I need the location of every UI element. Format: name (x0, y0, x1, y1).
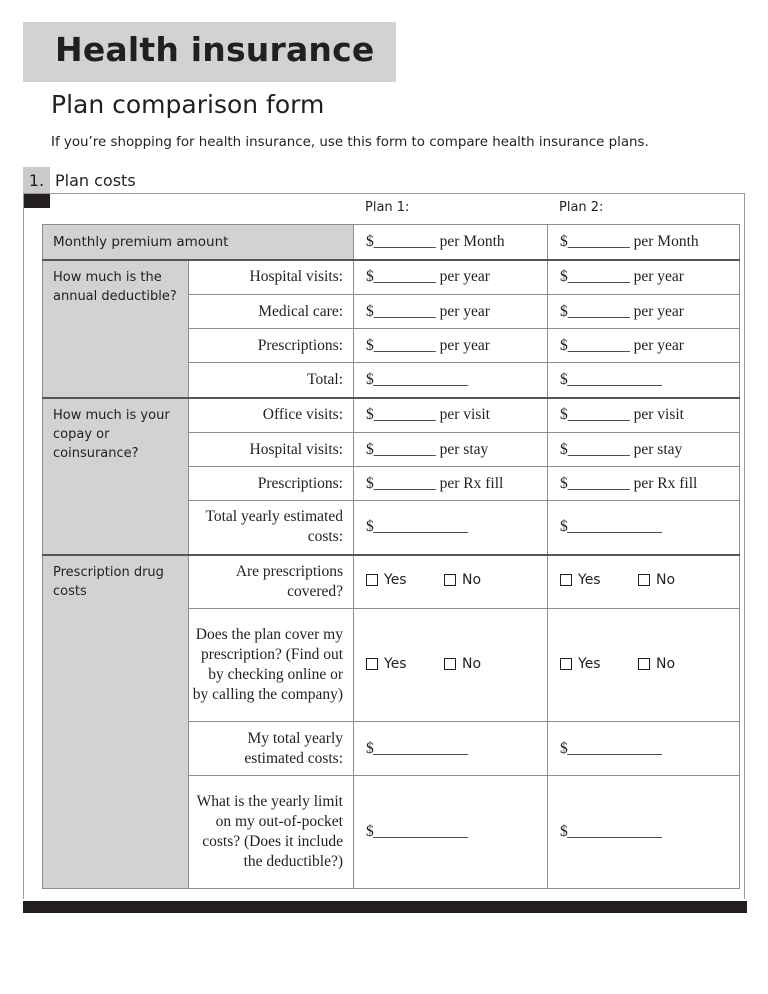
row-label: Total: (189, 363, 354, 398)
section-number: 1. (23, 167, 50, 193)
rx-group-label: Prescription drug costs (43, 555, 189, 889)
checkbox-label: No (462, 655, 482, 672)
row-label: Are prescriptions covered? (189, 555, 354, 609)
plan1-header: Plan 1: (365, 200, 410, 215)
plan-costs-table (42, 224, 740, 889)
intro-text: If you’re shopping for health insurance, use this form to compare health insurance plans. (51, 135, 649, 150)
page-title: Health insurance (55, 30, 375, 69)
row-label: Hospital visits: (189, 433, 354, 467)
deductible-hospital-plan2-field[interactable]: $________ per year (548, 260, 740, 295)
deductible-total-plan1-field[interactable]: $_____________ (354, 363, 548, 398)
row-label: Total yearly estimated costs: (189, 501, 354, 555)
rx-covered-plan1-yes-checkbox[interactable] (366, 572, 444, 588)
copay-total-plan1-field[interactable]: $_____________ (354, 501, 548, 555)
checkbox-label: No (656, 572, 676, 589)
row-label: What is the yearly limit on my out-of-pocket costs? (Does it include the deductible?) (189, 776, 354, 889)
row-label: My total yearly estimated costs: (189, 722, 354, 776)
deductible-rx-plan1-field[interactable]: $________ per year (354, 329, 548, 363)
premium-plan2-field[interactable]: $________ per Month (548, 225, 740, 260)
checkbox-label: No (462, 572, 482, 589)
rx-plan-cover-plan1-no-checkbox[interactable] (444, 656, 481, 672)
deductible-medical-plan2-field[interactable]: $________ per year (548, 295, 740, 329)
checkbox-label: Yes (578, 655, 601, 672)
section-title: Plan costs (55, 171, 136, 190)
rx-covered-plan1-no-checkbox[interactable] (444, 572, 481, 588)
table-row (43, 555, 740, 609)
deductible-group-label: How much is the annual deductible? (43, 260, 189, 398)
copay-office-plan1-field[interactable]: $________ per visit (354, 398, 548, 433)
footer-bar (23, 901, 747, 913)
copay-group-label: How much is your copay or coinsurance? (43, 398, 189, 555)
checkbox-icon (638, 574, 650, 586)
row-label: Does the plan cover my prescription? (Find out by checking online or by calling the company) (189, 609, 354, 722)
rx-covered-plan2-yes-checkbox[interactable] (560, 572, 638, 588)
copay-office-plan2-field[interactable]: $________ per visit (548, 398, 740, 433)
checkbox-icon (638, 658, 650, 670)
table-row (43, 398, 740, 433)
plan2-header: Plan 2: (559, 200, 604, 215)
table-row (43, 260, 740, 295)
copay-rx-plan1-field[interactable]: $________ per Rx fill (354, 467, 548, 501)
deductible-hospital-plan1-field[interactable]: $________ per year (354, 260, 548, 295)
rx-covered-plan2-no-checkbox[interactable] (638, 572, 675, 588)
row-label: Hospital visits: (189, 260, 354, 295)
oop-limit-plan2-field[interactable]: $_____________ (548, 776, 740, 889)
copay-hospital-plan2-field[interactable]: $________ per stay (548, 433, 740, 467)
copay-hospital-plan1-field[interactable]: $________ per stay (354, 433, 548, 467)
premium-row (43, 225, 740, 260)
row-label: Medical care: (189, 295, 354, 329)
rx-total-plan1-field[interactable]: $_____________ (354, 722, 548, 776)
deductible-total-plan2-field[interactable]: $_____________ (548, 363, 740, 398)
premium-label: Monthly premium amount (43, 225, 354, 260)
row-label: Prescriptions: (189, 467, 354, 501)
form-subtitle: Plan comparison form (51, 90, 325, 119)
rx-plan-cover-plan2-no-checkbox[interactable] (638, 656, 675, 672)
copay-total-plan2-field[interactable]: $_____________ (548, 501, 740, 555)
deductible-rx-plan2-field[interactable]: $________ per year (548, 329, 740, 363)
oop-limit-plan1-field[interactable]: $_____________ (354, 776, 548, 889)
checkbox-icon (444, 574, 456, 586)
row-label: Prescriptions: (189, 329, 354, 363)
rx-plan-cover-plan2-yes-checkbox[interactable] (560, 656, 638, 672)
rx-plan-cover-plan2 (548, 609, 740, 722)
rx-plan-cover-plan1 (354, 609, 548, 722)
header-banner (23, 22, 396, 82)
deductible-medical-plan1-field[interactable]: $________ per year (354, 295, 548, 329)
checkbox-icon (366, 658, 378, 670)
premium-plan1-field[interactable]: $________ per Month (354, 225, 548, 260)
checkbox-label: Yes (384, 572, 407, 589)
rx-covered-plan1 (354, 555, 548, 609)
checkbox-label: Yes (578, 572, 601, 589)
checkbox-icon (560, 574, 572, 586)
checkbox-icon (366, 574, 378, 586)
checkbox-icon (560, 658, 572, 670)
rx-plan-cover-plan1-yes-checkbox[interactable] (366, 656, 444, 672)
rx-covered-plan2 (548, 555, 740, 609)
checkbox-label: No (656, 655, 676, 672)
row-label: Office visits: (189, 398, 354, 433)
checkbox-icon (444, 658, 456, 670)
copay-rx-plan2-field[interactable]: $________ per Rx fill (548, 467, 740, 501)
checkbox-label: Yes (384, 655, 407, 672)
rx-total-plan2-field[interactable]: $_____________ (548, 722, 740, 776)
